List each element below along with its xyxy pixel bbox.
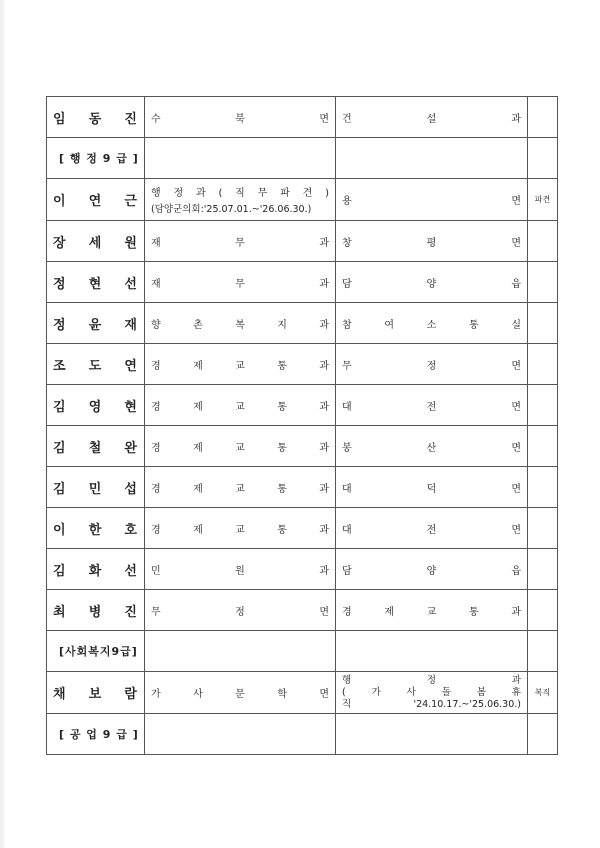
table-row [47, 426, 558, 467]
current-department: 경 제 교 통 과 [145, 467, 336, 508]
section-label: [ 행 정 9 급 ] [47, 138, 145, 179]
table-row [47, 262, 558, 303]
person-name: 이 한 호 [47, 508, 145, 549]
remark [528, 221, 558, 262]
remark [528, 508, 558, 549]
new-assignment: 담 양 읍 [336, 262, 528, 303]
new-assignment: 건 설 과 [336, 97, 528, 138]
new-assignment: 대 전 면 [336, 385, 528, 426]
table-row [47, 590, 558, 631]
remark [528, 467, 558, 508]
table-row [47, 303, 558, 344]
current-department: 가 사 문 학 면 [145, 672, 336, 714]
person-name: 정 윤 재 [47, 303, 145, 344]
new-assignment: 용 면 [336, 179, 528, 221]
person-name: 정 현 선 [47, 262, 145, 303]
section-row [47, 631, 558, 672]
assignment-period-row [342, 699, 521, 711]
remark [528, 426, 558, 467]
assignment-detail: ( 가 사 돌 봄 휴 [342, 686, 521, 698]
remark [528, 303, 558, 344]
person-name: 임 동 진 [47, 97, 145, 138]
new-assignment: 담 양 읍 [336, 549, 528, 590]
department-main: 행 정 과 ( 직 무 파 견 ) [151, 188, 329, 199]
assignment-main: 행 정 과 [342, 674, 521, 686]
current-department: 무 정 면 [145, 590, 336, 631]
table-row [47, 221, 558, 262]
table-row [47, 385, 558, 426]
new-assignment [336, 672, 528, 714]
table-row [47, 344, 558, 385]
new-assignment: 경 제 교 통 과 [336, 590, 528, 631]
person-name: 최 병 진 [47, 590, 145, 631]
remark [528, 385, 558, 426]
personnel-table [46, 96, 558, 755]
person-name: 조 도 연 [47, 344, 145, 385]
remark: 복직 [528, 672, 558, 714]
current-department [145, 179, 336, 221]
table-row [47, 467, 558, 508]
person-name: 채 보 람 [47, 672, 145, 714]
table-row [47, 508, 558, 549]
remark [528, 590, 558, 631]
new-assignment: 무 정 면 [336, 344, 528, 385]
person-name: 장 세 원 [47, 221, 145, 262]
new-assignment: 봉 산 면 [336, 426, 528, 467]
current-department: 재 무 과 [145, 262, 336, 303]
current-department: 민 원 과 [145, 549, 336, 590]
table-row [47, 179, 558, 221]
department-detail: (담양군의회:'25.07.01.~'26.06.30.) [151, 204, 312, 215]
table-row [47, 672, 558, 714]
current-department: 수 북 면 [145, 97, 336, 138]
current-department: 향 촌 복 지 과 [145, 303, 336, 344]
section-row [47, 138, 558, 179]
section-row [47, 714, 558, 755]
new-assignment: 대 덕 면 [336, 467, 528, 508]
section-label: [ 공 업 9 급 ] [47, 714, 145, 755]
remark: 파견 [528, 179, 558, 221]
remark [528, 344, 558, 385]
remark [528, 549, 558, 590]
person-name: 김 영 현 [47, 385, 145, 426]
table-row [47, 97, 558, 138]
person-name: 김 민 섭 [47, 467, 145, 508]
current-department: 경 제 교 통 과 [145, 385, 336, 426]
current-department: 경 제 교 통 과 [145, 426, 336, 467]
new-assignment: 창 평 면 [336, 221, 528, 262]
person-name: 김 화 선 [47, 549, 145, 590]
section-label: [사회복지9급] [47, 631, 145, 672]
table-row [47, 549, 558, 590]
new-assignment: 참 여 소 통 실 [336, 303, 528, 344]
remark [528, 262, 558, 303]
current-department: 경 제 교 통 과 [145, 344, 336, 385]
new-assignment: 대 전 면 [336, 508, 528, 549]
page-edge [0, 0, 4, 848]
current-department: 재 무 과 [145, 221, 336, 262]
person-name: 김 철 완 [47, 426, 145, 467]
current-department: 경 제 교 통 과 [145, 508, 336, 549]
person-name: 이 연 근 [47, 179, 145, 221]
assignment-period: '24.10.17.~'25.06.30.) [413, 698, 521, 710]
remark [528, 97, 558, 138]
assignment-detail-end: 직 [342, 698, 352, 710]
